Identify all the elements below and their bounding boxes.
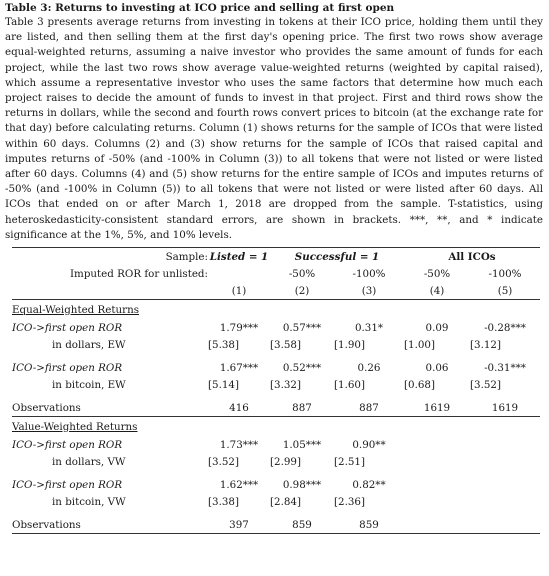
tstat-cell: [0.68] [404, 378, 435, 391]
tstat-cell: [5.14] [208, 378, 239, 391]
imputed-col-5: -100% [488, 267, 522, 280]
coef-cell: 0.26 [357, 361, 381, 374]
obs-cell: 859 [334, 516, 404, 534]
tstat-cell: [1.60] [334, 378, 365, 391]
coef-cell: 1.67*** [219, 361, 259, 374]
table-row [12, 453, 540, 470]
obs-cell: 887 [270, 399, 334, 417]
sample-label: Sample: [12, 248, 208, 266]
coef-cell: 0.52*** [282, 361, 322, 374]
row-label-bitcoin-vw: in bitcoin, VW [52, 495, 126, 508]
table-caption-title: Table 3: Returns to investing at ICO price and selling at first open [5, 2, 395, 14]
tstat-cell: [2.36] [334, 495, 365, 508]
row-label-dollars-ew: in dollars, EW [52, 338, 126, 351]
tstat-cell: [2.51] [334, 455, 365, 468]
header-row-sample [12, 248, 540, 266]
tstat-cell: [3.52] [208, 455, 239, 468]
table-row [12, 476, 540, 493]
row-label-dollars-vw: in dollars, VW [52, 455, 126, 468]
table-row [12, 319, 540, 336]
row-label-ror: ICO->first open ROR [12, 438, 123, 451]
imputed-col-3: -100% [352, 267, 386, 280]
sample-listed: Listed = 1 [208, 248, 270, 266]
table-caption-body: Table 3 presents average returns from investing in tokens at their ICO price, holding them until they are listed, and then selling them at the first day's opening price. The first two rows show average equal-weighted returns, assuming a naive investor who provides the same amount of funds for each project, while the last two rows show average value-weighted returns (weighted by capital raised), which assume a representative investor who uses the same factors that determine how much each project raises to decide the amount of funds to invest in that project. First and third rows show the returns in dollars, while the second and fourth rows convert prices to bitcoin (at the exchange rate for that day) before calculating returns. Column (1) shows returns for the sample of ICOs that were listed within 60 days. Columns (2) and (3) show returns for the sample of ICOs that raised capital and imputes returns of -50% (and -100% in Column (3)) to all tokens that were not listed or were listed after 60 days. Columns (4) and (5) show returns for the entire sample of ICOs and imputes returns of -50% (and -100% in Column (5)) to all tokens that were not listed or were listed after 60 days. All ICOs that ended on or after March 1, 2018 are dropped from the sample. T-statistics, using heteroskedasticity-consistent standard errors, are shown in brackets. ***, **, and * indicate significance at the 1%, 5%, and 10% levels. [5, 16, 543, 241]
sample-all: All ICOs [404, 248, 540, 266]
obs-cell: 859 [270, 516, 334, 534]
sample-successful: Successful = 1 [270, 248, 404, 266]
col-number-5: (5) [470, 282, 540, 300]
col-number-3: (3) [334, 282, 404, 300]
coef-cell: 0.57*** [282, 321, 322, 334]
tstat-cell: [3.32] [270, 378, 301, 391]
section-value-weighted: Value-Weighted Returns [12, 420, 138, 433]
table-row [12, 376, 540, 393]
col-number-2: (2) [270, 282, 334, 300]
tstat-cell: [5.38] [208, 338, 239, 351]
results-table [12, 247, 540, 534]
coef-cell: 0.98*** [282, 478, 322, 491]
coef-cell: 1.73*** [219, 438, 259, 451]
obs-cell: 1619 [404, 399, 470, 417]
tstat-cell: [3.58] [270, 338, 301, 351]
coef-cell: 1.05*** [282, 438, 322, 451]
row-label-ror: ICO->first open ROR [12, 321, 123, 334]
table-row-observations [12, 399, 540, 417]
header-row-imputed [12, 265, 540, 282]
section-row-value [12, 417, 540, 437]
obs-cell: 416 [208, 399, 270, 417]
imputed-col-1 [208, 265, 270, 282]
coef-cell: 0.31* [354, 321, 384, 334]
imputed-label: Imputed ROR for unlisted: [69, 267, 208, 280]
header-row-col-numbers [12, 282, 540, 300]
tstat-cell: [3.52] [470, 378, 501, 391]
tstat-cell: [2.84] [270, 495, 301, 508]
col-number-4: (4) [404, 282, 470, 300]
imputed-col-4: -50% [423, 267, 451, 280]
table-row [12, 436, 540, 453]
row-label-ror: ICO->first open ROR [12, 478, 123, 491]
coef-cell: -0.28*** [484, 321, 526, 334]
tstat-cell: [3.12] [470, 338, 501, 351]
tstat-cell: [1.00] [404, 338, 435, 351]
section-row-equal [12, 300, 540, 320]
observations-label: Observations [12, 516, 208, 534]
table-row [12, 359, 540, 376]
coef-cell: 0.06 [425, 361, 449, 374]
coef-cell: 1.79*** [219, 321, 259, 334]
coef-cell: 0.82** [352, 478, 386, 491]
coef-cell: 0.09 [425, 321, 449, 334]
table-row [12, 493, 540, 510]
table-row-observations [12, 516, 540, 534]
obs-cell: 1619 [470, 399, 540, 417]
coef-cell: -0.31*** [484, 361, 526, 374]
observations-label: Observations [12, 399, 208, 417]
obs-cell: 397 [208, 516, 270, 534]
table-row [12, 336, 540, 353]
row-label-bitcoin-ew: in bitcoin, EW [52, 378, 126, 391]
tstat-cell: [2.99] [270, 455, 301, 468]
coef-cell: 0.90** [352, 438, 386, 451]
imputed-col-2: -50% [288, 267, 316, 280]
coef-cell: 1.62*** [219, 478, 259, 491]
col-number-1: (1) [208, 282, 270, 300]
obs-cell: 887 [334, 399, 404, 417]
row-label-ror: ICO->first open ROR [12, 361, 123, 374]
tstat-cell: [3.38] [208, 495, 239, 508]
tstat-cell: [1.90] [334, 338, 365, 351]
section-equal-weighted: Equal-Weighted Returns [12, 303, 139, 316]
